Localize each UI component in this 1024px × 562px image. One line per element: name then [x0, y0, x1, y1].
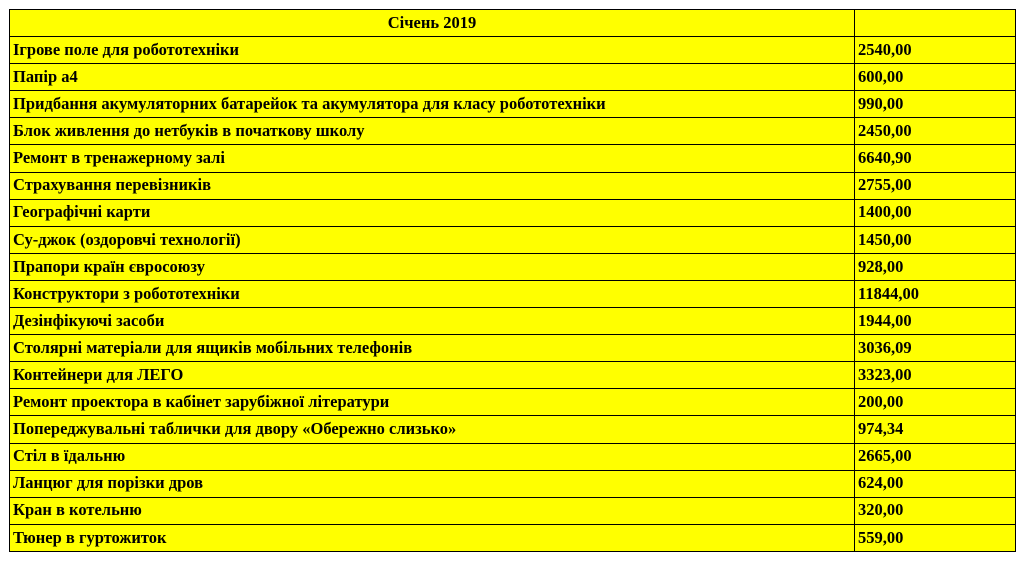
item-description: Стіл в їдальню — [10, 443, 855, 470]
item-amount: 974,34 — [855, 416, 1016, 443]
table-row — [10, 335, 1016, 362]
item-description: Конструктори з робототехніки — [10, 280, 855, 307]
table-row — [10, 145, 1016, 172]
item-description: Ремонт в тренажерному залі — [10, 145, 855, 172]
item-description: Блок живлення до нетбуків в початкову школу — [10, 118, 855, 145]
item-description: Дезінфікуючі засоби — [10, 308, 855, 335]
table-row — [10, 416, 1016, 443]
item-amount: 6640,90 — [855, 145, 1016, 172]
item-description: Су-джок (оздоровчі технології) — [10, 226, 855, 253]
item-description: Придбання акумуляторних батарейок та акумулятора для класу робототехніки — [10, 91, 855, 118]
item-amount: 600,00 — [855, 64, 1016, 91]
item-amount: 559,00 — [855, 524, 1016, 551]
item-description: Кран в котельню — [10, 497, 855, 524]
item-description: Контейнери для ЛЕГО — [10, 362, 855, 389]
table-row — [10, 470, 1016, 497]
item-amount: 200,00 — [855, 389, 1016, 416]
table-row — [10, 308, 1016, 335]
item-amount: 2755,00 — [855, 172, 1016, 199]
item-amount: 1450,00 — [855, 226, 1016, 253]
item-amount: 3323,00 — [855, 362, 1016, 389]
table-row — [10, 497, 1016, 524]
item-amount: 624,00 — [855, 470, 1016, 497]
table-row — [10, 37, 1016, 64]
item-amount: 928,00 — [855, 253, 1016, 280]
item-amount: 320,00 — [855, 497, 1016, 524]
item-amount: 11844,00 — [855, 280, 1016, 307]
table-header-row — [10, 10, 1016, 37]
item-description: Ланцюг для порізки дров — [10, 470, 855, 497]
expenses-table — [9, 9, 1016, 552]
table-row — [10, 362, 1016, 389]
table-row — [10, 118, 1016, 145]
item-amount: 990,00 — [855, 91, 1016, 118]
table-row — [10, 226, 1016, 253]
table-row — [10, 199, 1016, 226]
item-description: Географічні карти — [10, 199, 855, 226]
item-amount: 2665,00 — [855, 443, 1016, 470]
table-row — [10, 443, 1016, 470]
item-description: Прапори країн євросоюзу — [10, 253, 855, 280]
item-amount: 2450,00 — [855, 118, 1016, 145]
table-row — [10, 524, 1016, 551]
item-description: Ремонт проектора в кабінет зарубіжної літератури — [10, 389, 855, 416]
item-amount: 3036,09 — [855, 335, 1016, 362]
item-amount: 1400,00 — [855, 199, 1016, 226]
table-row — [10, 172, 1016, 199]
expenses-table-body — [10, 10, 1016, 552]
item-amount: 2540,00 — [855, 37, 1016, 64]
table-row — [10, 64, 1016, 91]
table-row — [10, 280, 1016, 307]
table-row — [10, 91, 1016, 118]
item-description: Папір а4 — [10, 64, 855, 91]
item-description: Тюнер в гуртожиток — [10, 524, 855, 551]
item-description: Попереджувальні таблички для двору «Обережно слизько» — [10, 416, 855, 443]
table-row — [10, 389, 1016, 416]
header-amount-cell — [855, 10, 1016, 37]
item-description: Ігрове поле для робототехніки — [10, 37, 855, 64]
month-title: Січень 2019 — [10, 10, 855, 37]
table-row — [10, 253, 1016, 280]
item-description: Страхування перевізників — [10, 172, 855, 199]
item-amount: 1944,00 — [855, 308, 1016, 335]
item-description: Столярні матеріали для ящиків мобільних телефонів — [10, 335, 855, 362]
